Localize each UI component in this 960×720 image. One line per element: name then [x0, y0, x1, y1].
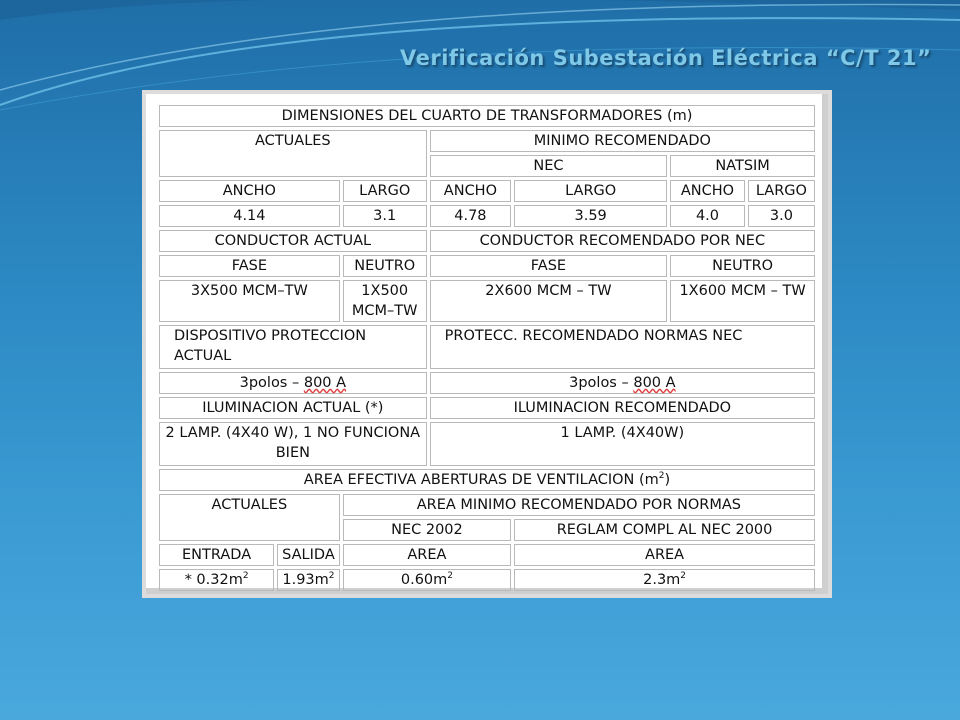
area-value: 0.60m	[400, 572, 448, 588]
table-cell: 4.78	[430, 205, 511, 227]
area-value: 2.3m	[643, 572, 681, 588]
table-cell: 2X600 MCM – TW	[430, 280, 667, 322]
table-row	[159, 105, 815, 127]
table-row	[159, 469, 815, 491]
actuales-header: ACTUALES	[159, 130, 427, 177]
reglam-header: REGLAM COMPL AL NEC 2000	[514, 519, 815, 541]
table-cell: SALIDA	[277, 544, 340, 566]
table-cell: ANCHO	[670, 180, 745, 202]
table-cell: NEUTRO	[343, 255, 427, 277]
table-cell: LARGO	[514, 180, 667, 202]
table-cell: AREA	[343, 544, 511, 566]
table-cell: 3.0	[748, 205, 815, 227]
table-row	[159, 372, 815, 394]
iluminacion-recomendado-header: ILUMINACION RECOMENDADO	[430, 397, 815, 419]
conductor-recomendado-header: CONDUCTOR RECOMENDADO POR NEC	[430, 230, 815, 252]
transformer-room-table	[156, 102, 818, 594]
ventilacion-header-text: AREA EFECTIVA ABERTURAS DE VENTILACION (m	[303, 472, 659, 488]
area-value: 1.93m	[282, 572, 329, 588]
proteccion-actual-value	[159, 372, 427, 394]
table-row	[159, 494, 815, 516]
table-cell: 3.1	[343, 205, 427, 227]
table-row	[159, 325, 815, 369]
superscript: 2	[447, 571, 454, 582]
nec-header: NEC	[430, 155, 667, 177]
table-cell: 3.59	[514, 205, 667, 227]
table-panel-inner	[146, 94, 828, 594]
minimo-header: MINIMO RECOMENDADO	[430, 130, 815, 152]
table-cell: 1X600 MCM – TW	[670, 280, 815, 322]
table-row	[159, 280, 815, 322]
table-cell	[514, 569, 815, 591]
iluminacion-actual-value: 2 LAMP. (4X40 W), 1 NO FUNCIONA BIEN	[159, 422, 427, 466]
table-row	[159, 130, 815, 152]
ventilacion-header-close: )	[664, 472, 671, 488]
proteccion-recomendado-value	[430, 372, 815, 394]
ventilacion-actuales-header: ACTUALES	[159, 494, 340, 541]
superscript: 2	[680, 571, 687, 582]
table-cell: FASE	[159, 255, 340, 277]
table-row	[159, 544, 815, 566]
area-value: * 0.32m	[184, 572, 243, 588]
table-cell: FASE	[430, 255, 667, 277]
breaker-poles: 3polos –	[569, 375, 634, 391]
table-cell: ANCHO	[430, 180, 511, 202]
area-minimo-header: AREA MINIMO RECOMENDADO POR NORMAS	[343, 494, 815, 516]
table-cell: 1X500 MCM–TW	[343, 280, 427, 322]
breaker-rating: 800 A	[303, 375, 347, 391]
table-row	[159, 205, 815, 227]
table-row	[159, 180, 815, 202]
iluminacion-actual-header: ILUMINACION ACTUAL (*)	[159, 397, 427, 419]
table-cell: ENTRADA	[159, 544, 274, 566]
table-cell	[159, 569, 274, 591]
table-panel	[142, 90, 832, 598]
ventilacion-header	[159, 469, 815, 491]
dimensions-header: DIMENSIONES DEL CUARTO DE TRANSFORMADORES (m)	[159, 105, 815, 127]
superscript: 2	[658, 471, 665, 482]
proteccion-recomendado-header: PROTECC. RECOMENDADO NORMAS NEC	[430, 325, 815, 369]
table-cell: 3X500 MCM–TW	[159, 280, 340, 322]
nec-2002-header: NEC 2002	[343, 519, 511, 541]
iluminacion-recomendado-value: 1 LAMP. (4X40W)	[430, 422, 815, 466]
table-cell: ANCHO	[159, 180, 340, 202]
table-cell	[343, 569, 511, 591]
superscript: 2	[242, 571, 249, 582]
table-row	[159, 422, 815, 466]
natsim-header: NATSIM	[670, 155, 815, 177]
breaker-rating: 800 A	[633, 375, 676, 391]
table-cell	[277, 569, 340, 591]
table-cell: LARGO	[343, 180, 427, 202]
slide-title: Verificación Subestación Eléctrica “C/T 21”	[400, 46, 932, 70]
conductor-actual-header: CONDUCTOR ACTUAL	[159, 230, 427, 252]
table-row	[159, 230, 815, 252]
table-cell: NEUTRO	[670, 255, 815, 277]
table-row	[159, 569, 815, 591]
table-cell: 4.0	[670, 205, 745, 227]
breaker-poles: 3polos –	[239, 375, 304, 391]
superscript: 2	[328, 571, 335, 582]
table-cell: 4.14	[159, 205, 340, 227]
table-cell: LARGO	[748, 180, 815, 202]
proteccion-actual-header: DISPOSITIVO PROTECCION ACTUAL	[159, 325, 427, 369]
table-cell: AREA	[514, 544, 815, 566]
table-row	[159, 255, 815, 277]
table-row	[159, 397, 815, 419]
